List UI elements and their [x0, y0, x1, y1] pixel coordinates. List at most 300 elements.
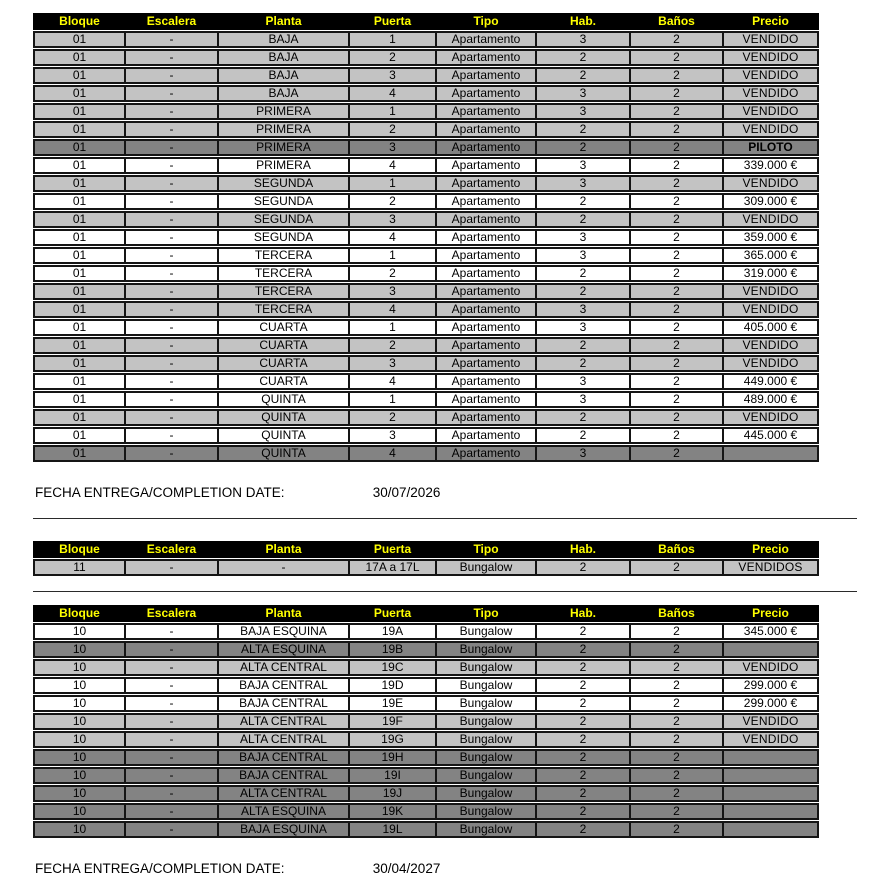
table-row — [33, 103, 819, 120]
bungalows-11-availability-table — [33, 540, 819, 577]
table-cell: - — [125, 283, 218, 300]
table-cell: - — [125, 337, 218, 354]
table-cell: 3 — [536, 319, 630, 336]
table-cell: VENDIDO — [723, 713, 819, 730]
column-header: Baños — [630, 541, 723, 558]
table-cell: Apartamento — [436, 445, 536, 462]
table-cell: 2 — [630, 247, 723, 264]
table-cell: VENDIDO — [723, 85, 819, 102]
table-cell: 2 — [630, 301, 723, 318]
section-divider — [33, 591, 857, 592]
table-cell: 2 — [349, 193, 436, 210]
table-cell — [723, 641, 819, 658]
table-cell: - — [125, 695, 218, 712]
column-header: Bloque — [33, 541, 125, 558]
table-cell: Apartamento — [436, 67, 536, 84]
table-cell: 10 — [33, 803, 125, 820]
table-cell: 2 — [349, 49, 436, 66]
column-header: Bloque — [33, 13, 125, 30]
table-cell: 2 — [536, 559, 630, 576]
table-cell: 01 — [33, 103, 125, 120]
table-row — [33, 659, 819, 676]
table-cell: - — [125, 767, 218, 784]
table-cell: - — [125, 193, 218, 210]
table-cell: Apartamento — [436, 139, 536, 156]
table-cell: 339.000 € — [723, 157, 819, 174]
table-cell: TERCERA — [218, 301, 349, 318]
table-row — [33, 767, 819, 784]
table-cell: CUARTA — [218, 355, 349, 372]
table-cell: ALTA ESQUINA — [218, 641, 349, 658]
table-cell: BAJA CENTRAL — [218, 695, 349, 712]
table-cell: 19B — [349, 641, 436, 658]
table-cell: - — [125, 409, 218, 426]
table-cell: 19J — [349, 785, 436, 802]
table-row — [33, 731, 819, 748]
table-cell: 2 — [536, 767, 630, 784]
table-row — [33, 247, 819, 264]
table-row — [33, 821, 819, 838]
table-cell: TERCERA — [218, 247, 349, 264]
column-header: Puerta — [349, 13, 436, 30]
table-cell: VENDIDO — [723, 283, 819, 300]
table-cell: 01 — [33, 229, 125, 246]
table-cell: Apartamento — [436, 391, 536, 408]
table-cell: - — [125, 731, 218, 748]
table-cell: 2 — [630, 713, 723, 730]
table-cell: 2 — [349, 265, 436, 282]
table-cell: PRIMERA — [218, 139, 349, 156]
table-cell: Apartamento — [436, 337, 536, 354]
table-cell: 2 — [630, 559, 723, 576]
completion-date-value: 30/07/2026 — [372, 485, 441, 500]
table-cell: 2 — [630, 767, 723, 784]
table-cell: 19K — [349, 803, 436, 820]
table-cell: Bungalow — [436, 713, 536, 730]
table-cell: 2 — [536, 355, 630, 372]
table-cell: 01 — [33, 49, 125, 66]
table-cell: - — [125, 677, 218, 694]
table-cell: 2 — [630, 695, 723, 712]
table-row — [33, 175, 819, 192]
table-cell: 365.000 € — [723, 247, 819, 264]
table-cell: 2 — [536, 211, 630, 228]
table-cell: ALTA CENTRAL — [218, 659, 349, 676]
table-cell: - — [125, 641, 218, 658]
table-cell: 11 — [33, 559, 125, 576]
table-cell: 2 — [536, 265, 630, 282]
table-cell: 2 — [630, 85, 723, 102]
table-cell: 1 — [349, 31, 436, 48]
table-cell: 10 — [33, 749, 125, 766]
table-cell: 3 — [536, 301, 630, 318]
column-header: Hab. — [536, 605, 630, 622]
column-header: Tipo — [436, 605, 536, 622]
table-cell: Apartamento — [436, 427, 536, 444]
table-cell: - — [125, 559, 218, 576]
completion-date-value: 30/04/2027 — [372, 861, 441, 876]
table-header-row — [33, 541, 819, 558]
table-cell: 2 — [536, 785, 630, 802]
table-cell: - — [125, 67, 218, 84]
table-cell: 2 — [536, 121, 630, 138]
table-cell: 2 — [630, 623, 723, 640]
table-cell: 19L — [349, 821, 436, 838]
table-cell: VENDIDO — [723, 67, 819, 84]
table-cell: 2 — [630, 373, 723, 390]
table-row — [33, 265, 819, 282]
table-cell: VENDIDO — [723, 355, 819, 372]
table-cell: 2 — [630, 731, 723, 748]
table-row — [33, 67, 819, 84]
table-cell: - — [125, 659, 218, 676]
table-cell: 3 — [536, 31, 630, 48]
table-cell: Apartamento — [436, 355, 536, 372]
column-header: Hab. — [536, 541, 630, 558]
table-cell: Bungalow — [436, 659, 536, 676]
table-row — [33, 713, 819, 730]
table-cell: 4 — [349, 229, 436, 246]
completion-date-label: FECHA ENTREGA/COMPLETION DATE: — [35, 861, 285, 876]
table-cell: 10 — [33, 767, 125, 784]
table-cell: QUINTA — [218, 391, 349, 408]
table-row — [33, 559, 819, 576]
table-cell: 01 — [33, 265, 125, 282]
table-row — [33, 85, 819, 102]
table-cell: 19C — [349, 659, 436, 676]
table-row — [33, 803, 819, 820]
table-cell: 2 — [630, 211, 723, 228]
table-row — [33, 623, 819, 640]
table-row — [33, 49, 819, 66]
table-cell: 01 — [33, 409, 125, 426]
table-cell: - — [125, 211, 218, 228]
table-cell: 2 — [630, 175, 723, 192]
column-header: Baños — [630, 13, 723, 30]
table-cell: 2 — [536, 283, 630, 300]
table-cell: 3 — [349, 211, 436, 228]
table-cell: - — [125, 175, 218, 192]
table-cell — [723, 785, 819, 802]
table-cell: 01 — [33, 85, 125, 102]
table-cell: 445.000 € — [723, 427, 819, 444]
table-cell: SEGUNDA — [218, 193, 349, 210]
table-cell: 4 — [349, 445, 436, 462]
table-cell: 01 — [33, 175, 125, 192]
table-cell: Bungalow — [436, 821, 536, 838]
table-cell: Apartamento — [436, 157, 536, 174]
table-cell: CUARTA — [218, 337, 349, 354]
table-cell: 2 — [630, 749, 723, 766]
table-cell: 359.000 € — [723, 229, 819, 246]
table-cell: Apartamento — [436, 121, 536, 138]
table-row — [33, 337, 819, 354]
column-header: Precio — [723, 605, 819, 622]
table-cell: 2 — [536, 139, 630, 156]
table-cell: Apartamento — [436, 373, 536, 390]
table-cell: 2 — [630, 641, 723, 658]
table-row — [33, 695, 819, 712]
column-header: Escalera — [125, 13, 218, 30]
table-cell: 17A a 17L — [349, 559, 436, 576]
section-divider — [33, 518, 857, 519]
table-cell: 2 — [536, 749, 630, 766]
table-cell: 01 — [33, 337, 125, 354]
table-cell: 2 — [630, 785, 723, 802]
table-cell: 299.000 € — [723, 695, 819, 712]
table-cell: Apartamento — [436, 319, 536, 336]
table-cell: 2 — [536, 641, 630, 658]
table-cell: 2 — [630, 445, 723, 462]
table-cell: 01 — [33, 31, 125, 48]
table-cell — [723, 445, 819, 462]
table-row — [33, 157, 819, 174]
table-cell: - — [125, 85, 218, 102]
table-cell: BAJA CENTRAL — [218, 677, 349, 694]
column-header: Precio — [723, 541, 819, 558]
table-cell: 10 — [33, 659, 125, 676]
table-cell: SEGUNDA — [218, 175, 349, 192]
table-cell: Bungalow — [436, 641, 536, 658]
table-cell: - — [125, 445, 218, 462]
table-cell: BAJA ESQUINA — [218, 623, 349, 640]
table-cell: 01 — [33, 373, 125, 390]
table-cell: 19G — [349, 731, 436, 748]
table-cell: 2 — [349, 337, 436, 354]
table-cell: 01 — [33, 139, 125, 156]
table-cell: Bungalow — [436, 803, 536, 820]
table-cell: - — [125, 139, 218, 156]
table-cell: Apartamento — [436, 283, 536, 300]
table-cell: 2 — [630, 157, 723, 174]
table-cell: VENDIDO — [723, 49, 819, 66]
column-header: Escalera — [125, 541, 218, 558]
table-cell: VENDIDOS — [723, 559, 819, 576]
table-cell: PRIMERA — [218, 121, 349, 138]
table-cell: Apartamento — [436, 247, 536, 264]
table-cell: - — [125, 31, 218, 48]
table-row — [33, 121, 819, 138]
table-cell: SEGUNDA — [218, 229, 349, 246]
table-cell: QUINTA — [218, 445, 349, 462]
table-cell: 2 — [630, 391, 723, 408]
table-cell: 1 — [349, 319, 436, 336]
table-cell: 405.000 € — [723, 319, 819, 336]
column-header: Puerta — [349, 541, 436, 558]
table-cell: 2 — [630, 139, 723, 156]
table-cell: CUARTA — [218, 373, 349, 390]
table-cell: 01 — [33, 121, 125, 138]
table-cell: 10 — [33, 785, 125, 802]
table-cell: 01 — [33, 67, 125, 84]
column-header: Bloque — [33, 605, 125, 622]
table-cell: 3 — [349, 283, 436, 300]
table-cell: 1 — [349, 175, 436, 192]
table-cell: 2 — [536, 49, 630, 66]
table-cell: 2 — [630, 283, 723, 300]
table-row — [33, 301, 819, 318]
table-cell: 01 — [33, 319, 125, 336]
table-cell: - — [125, 391, 218, 408]
table-row — [33, 641, 819, 658]
table-row — [33, 677, 819, 694]
apartments-availability-table — [33, 12, 819, 463]
table-cell: 19F — [349, 713, 436, 730]
table-cell: 2 — [536, 677, 630, 694]
table-cell: 01 — [33, 211, 125, 228]
table-cell: 3 — [536, 229, 630, 246]
table-cell: BAJA — [218, 31, 349, 48]
table-cell: 10 — [33, 713, 125, 730]
table-cell: 4 — [349, 85, 436, 102]
table-cell: Apartamento — [436, 85, 536, 102]
table-cell: VENDIDO — [723, 121, 819, 138]
table-cell: SEGUNDA — [218, 211, 349, 228]
table-cell: 10 — [33, 731, 125, 748]
table-cell: 01 — [33, 355, 125, 372]
table-cell: 01 — [33, 193, 125, 210]
table-cell: Bungalow — [436, 623, 536, 640]
table-cell: - — [125, 319, 218, 336]
table-cell: VENDIDO — [723, 731, 819, 748]
table-cell: - — [125, 373, 218, 390]
table-cell: PRIMERA — [218, 157, 349, 174]
table-cell: 3 — [536, 373, 630, 390]
table-cell: Bungalow — [436, 749, 536, 766]
table-cell: PILOTO — [723, 139, 819, 156]
column-header: Precio — [723, 13, 819, 30]
table-cell: 3 — [536, 175, 630, 192]
table-cell: 2 — [630, 803, 723, 820]
table-cell: - — [125, 301, 218, 318]
column-header: Tipo — [436, 541, 536, 558]
table-cell: 3 — [349, 139, 436, 156]
table-row — [33, 373, 819, 390]
table-cell: 2 — [536, 803, 630, 820]
table-cell: ALTA CENTRAL — [218, 713, 349, 730]
table-cell: VENDIDO — [723, 211, 819, 228]
table-cell: - — [125, 427, 218, 444]
table-cell: - — [125, 103, 218, 120]
bungalows-10-availability-table — [33, 604, 819, 839]
table-header-row — [33, 605, 819, 622]
table-cell: 10 — [33, 821, 125, 838]
table-cell: 489.000 € — [723, 391, 819, 408]
table-cell: 19E — [349, 695, 436, 712]
table-cell: - — [125, 121, 218, 138]
table-cell: Apartamento — [436, 175, 536, 192]
table-cell: 10 — [33, 677, 125, 694]
table-cell: 2 — [630, 265, 723, 282]
table-cell: 01 — [33, 445, 125, 462]
table-cell: Apartamento — [436, 211, 536, 228]
table-cell: 2 — [349, 409, 436, 426]
column-header: Puerta — [349, 605, 436, 622]
table-cell: Apartamento — [436, 409, 536, 426]
table-cell: QUINTA — [218, 427, 349, 444]
table-cell: Bungalow — [436, 695, 536, 712]
table-cell: - — [125, 803, 218, 820]
table-cell: 10 — [33, 695, 125, 712]
table-cell: Bungalow — [436, 785, 536, 802]
table-cell: 01 — [33, 391, 125, 408]
table-cell: 01 — [33, 247, 125, 264]
table-cell: 2 — [630, 427, 723, 444]
table-cell: 4 — [349, 157, 436, 174]
table-cell: 4 — [349, 301, 436, 318]
table-cell: 1 — [349, 103, 436, 120]
table-cell: - — [125, 49, 218, 66]
table-cell: 2 — [630, 67, 723, 84]
table-cell: - — [125, 247, 218, 264]
table-cell: CUARTA — [218, 319, 349, 336]
table-cell: 2 — [536, 659, 630, 676]
table-cell: Apartamento — [436, 193, 536, 210]
table-cell: VENDIDO — [723, 301, 819, 318]
table-row — [33, 749, 819, 766]
table-cell: BAJA — [218, 49, 349, 66]
table-cell: 19H — [349, 749, 436, 766]
table-cell: - — [125, 713, 218, 730]
table-cell — [723, 749, 819, 766]
table-cell — [723, 767, 819, 784]
table-row — [33, 409, 819, 426]
table-cell: VENDIDO — [723, 659, 819, 676]
table-cell: 19I — [349, 767, 436, 784]
table-cell: Bungalow — [436, 767, 536, 784]
table-cell: VENDIDO — [723, 337, 819, 354]
table-cell: 2 — [536, 713, 630, 730]
table-cell: VENDIDO — [723, 31, 819, 48]
table-row — [33, 139, 819, 156]
table-cell: 3 — [536, 247, 630, 264]
table-cell: - — [125, 749, 218, 766]
table-row — [33, 445, 819, 462]
table-cell: TERCERA — [218, 283, 349, 300]
table-cell: 2 — [630, 355, 723, 372]
table-cell: 3 — [536, 157, 630, 174]
table-cell: TERCERA — [218, 265, 349, 282]
table-cell: 2 — [536, 427, 630, 444]
column-header: Tipo — [436, 13, 536, 30]
table-cell: 2 — [536, 623, 630, 640]
table-cell: - — [125, 229, 218, 246]
table-header-row — [33, 13, 819, 30]
table-row — [33, 193, 819, 210]
table-cell: 3 — [536, 103, 630, 120]
table-row — [33, 785, 819, 802]
table-cell: 2 — [630, 31, 723, 48]
table-cell: 2 — [630, 229, 723, 246]
table-cell: PRIMERA — [218, 103, 349, 120]
table-cell: Apartamento — [436, 31, 536, 48]
completion-date-label: FECHA ENTREGA/COMPLETION DATE: — [35, 485, 285, 500]
table-cell: 1 — [349, 391, 436, 408]
table-cell: 309.000 € — [723, 193, 819, 210]
table-cell: BAJA ESQUINA — [218, 821, 349, 838]
table-cell: QUINTA — [218, 409, 349, 426]
table-cell — [723, 821, 819, 838]
table-cell: BAJA CENTRAL — [218, 749, 349, 766]
table-cell: 3 — [349, 427, 436, 444]
table-cell: 1 — [349, 247, 436, 264]
completion-date-line — [35, 485, 890, 500]
table-cell: Bungalow — [436, 559, 536, 576]
table-cell: 2 — [536, 67, 630, 84]
table-cell: VENDIDO — [723, 409, 819, 426]
column-header: Planta — [218, 13, 349, 30]
table-row — [33, 427, 819, 444]
